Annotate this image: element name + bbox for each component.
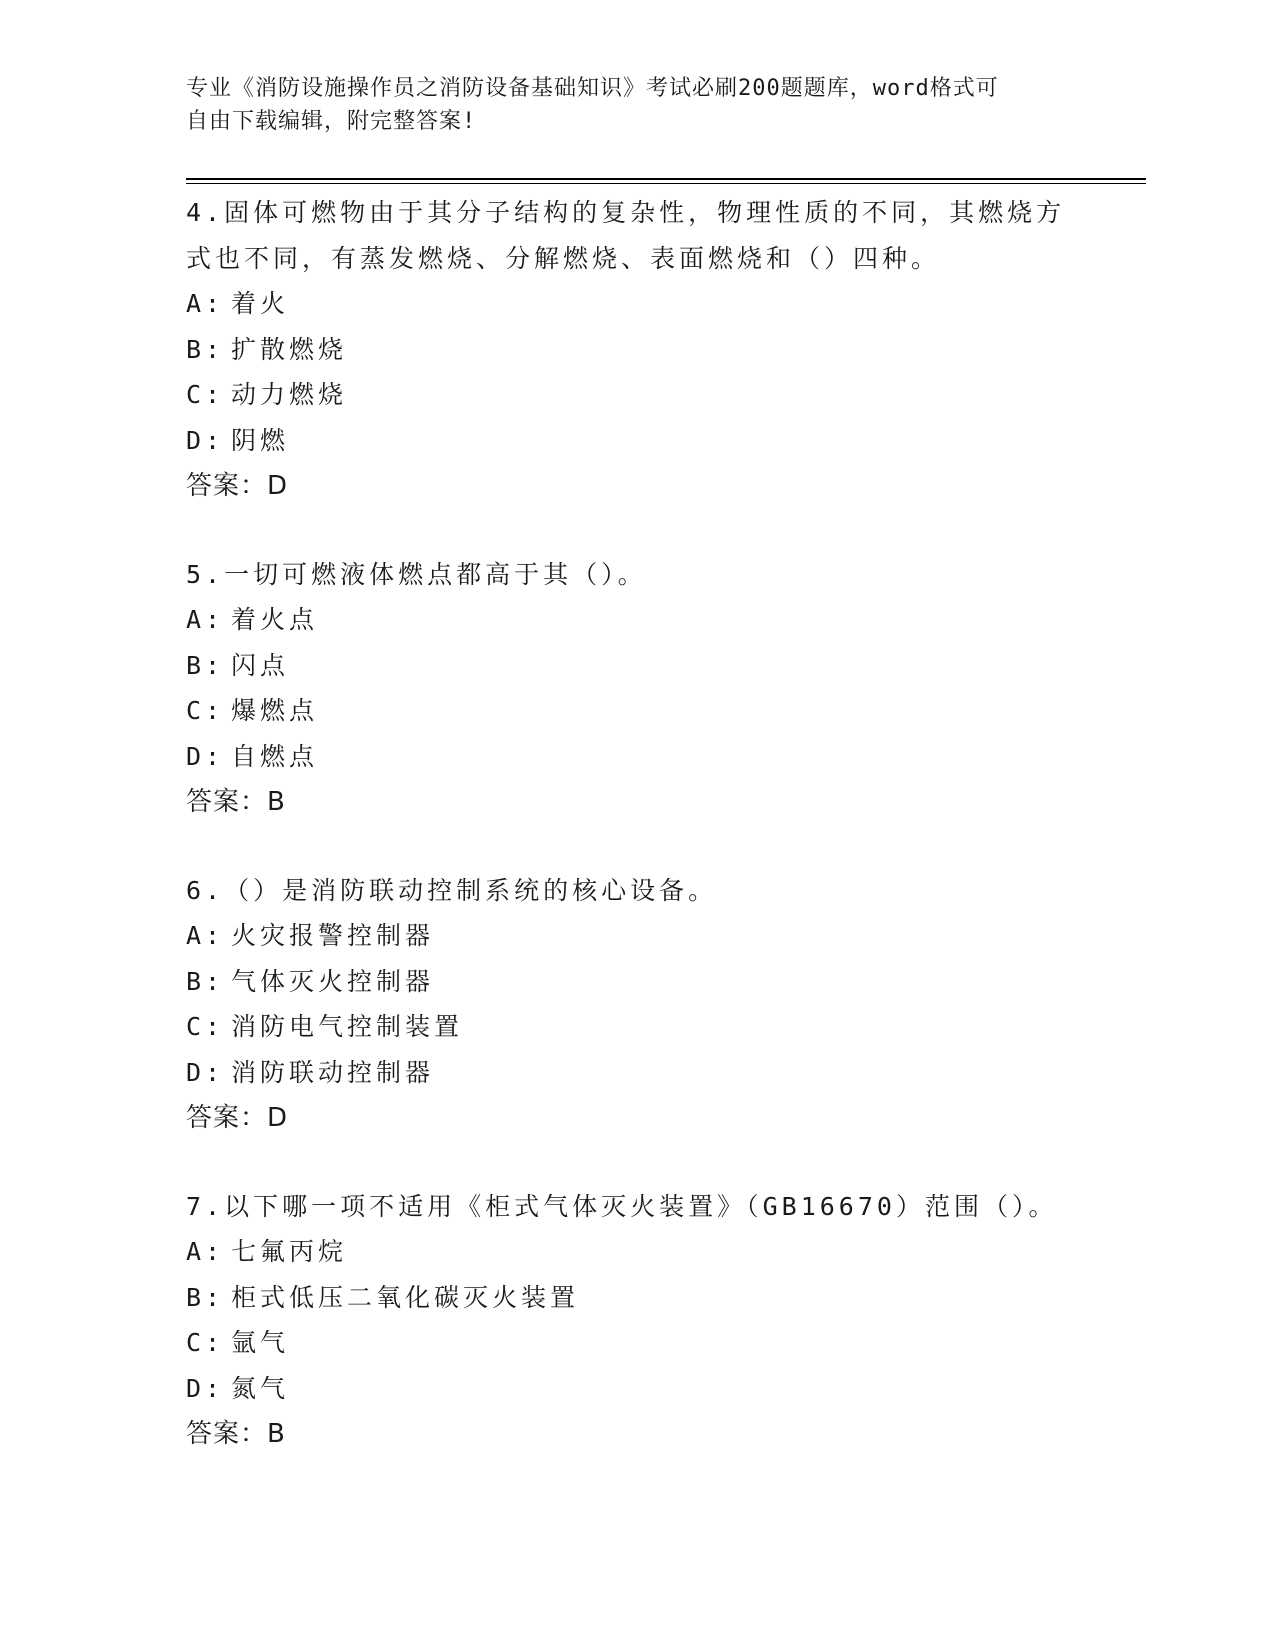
option-d [186, 1366, 1086, 1412]
question-stem: 4.固体可燃物由于其分子结构的复杂性，物理性质的不同，其燃烧方式也不同，有蒸发燃烧、分解燃烧、表面燃烧和（）四种。 [186, 198, 1066, 273]
header-line-2: 自由下载编辑，附完整答案! [186, 109, 477, 134]
answer-line: 答案：B [186, 1419, 286, 1449]
option-letter: A: [186, 605, 225, 634]
option-text: 火灾报警控制器 [231, 921, 435, 950]
option-text: 自燃点 [231, 741, 319, 771]
option-d [186, 1050, 1086, 1096]
option-text: 爆燃点 [231, 696, 319, 725]
option-letter: B: [186, 1282, 225, 1312]
option-text: 氮气 [231, 1373, 290, 1403]
option-a [186, 1229, 1086, 1275]
option-d [186, 734, 1086, 780]
option-text: 动力燃烧 [231, 380, 348, 409]
option-letter: A: [186, 1237, 225, 1266]
option-d [186, 418, 1086, 464]
option-letter: D: [186, 425, 225, 455]
option-letter: C: [186, 1012, 225, 1041]
option-b [186, 1275, 1086, 1321]
option-letter: D: [186, 741, 225, 771]
option-a [186, 281, 1086, 327]
option-letter: A: [186, 289, 225, 318]
option-letter: B: [186, 334, 225, 364]
option-text: 阴燃 [231, 425, 290, 455]
option-c [186, 1320, 1086, 1366]
header-divider-thin [186, 183, 1146, 184]
option-letter: C: [186, 696, 225, 725]
option-text: 扩散燃烧 [231, 334, 348, 364]
option-letter: B: [186, 650, 225, 680]
option-text: 闪点 [231, 650, 290, 680]
question-6 [186, 868, 1086, 1141]
header-line-1: 专业《消防设施操作员之消防设备基础知识》考试必刷200题题库，word格式可 [186, 76, 999, 101]
question-stem: 7.以下哪一项不适用《柜式气体灭火装置》（GB16670）范围（）。 [186, 1192, 1058, 1221]
question-stem: 6.（）是消防联动控制系统的核心设备。 [186, 876, 718, 905]
question-list [186, 190, 1086, 1500]
option-text: 消防联动控制器 [231, 1057, 435, 1087]
option-letter: D: [186, 1373, 225, 1403]
option-a [186, 913, 1086, 959]
option-c [186, 1004, 1086, 1050]
answer-line: 答案：B [186, 787, 286, 817]
option-text: 着火点 [231, 605, 319, 634]
option-text: 消防电气控制装置 [231, 1012, 464, 1041]
option-letter: B: [186, 966, 225, 996]
answer-line: 答案：D [186, 1103, 289, 1133]
option-c [186, 372, 1086, 418]
option-b [186, 327, 1086, 373]
option-b [186, 959, 1086, 1005]
option-text: 氩气 [231, 1328, 290, 1357]
option-text: 七氟丙烷 [231, 1237, 348, 1266]
option-text: 气体灭火控制器 [231, 966, 435, 996]
header-divider-thick [186, 178, 1146, 180]
question-stem: 5.一切可燃液体燃点都高于其（）。 [186, 560, 647, 589]
question-5 [186, 552, 1086, 825]
option-letter: A: [186, 921, 225, 950]
option-c [186, 688, 1086, 734]
option-letter: D: [186, 1057, 225, 1087]
option-a [186, 597, 1086, 643]
answer-line: 答案：D [186, 471, 289, 501]
option-text: 柜式低压二氧化碳灭火装置 [231, 1282, 580, 1312]
option-b [186, 643, 1086, 689]
question-7 [186, 1184, 1086, 1457]
option-letter: C: [186, 1328, 225, 1357]
question-4 [186, 190, 1086, 509]
document-header [186, 72, 1066, 138]
option-letter: C: [186, 380, 225, 409]
option-text: 着火 [231, 289, 290, 318]
